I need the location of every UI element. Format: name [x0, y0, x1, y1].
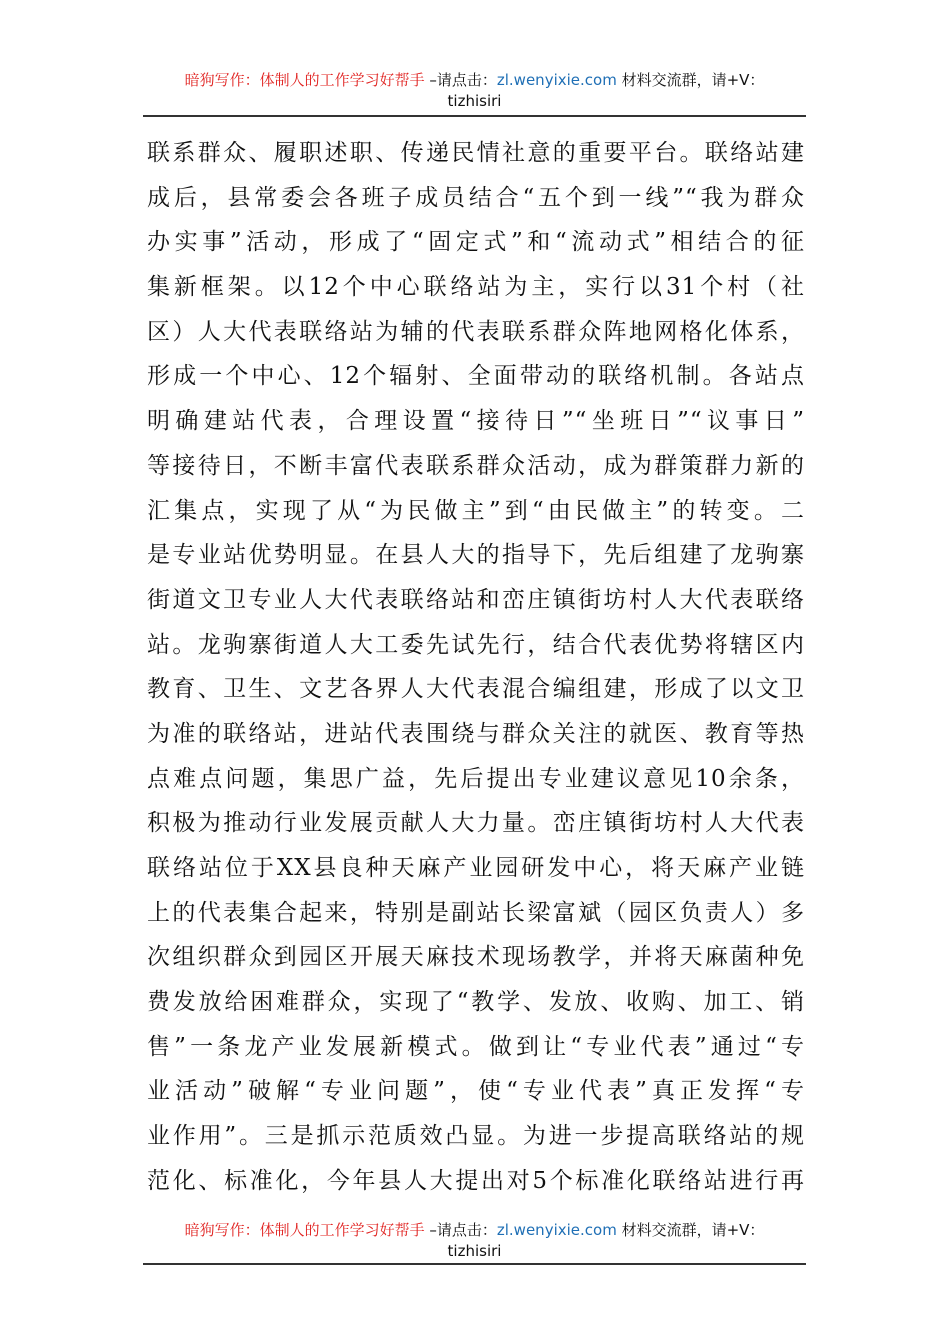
- text-line: 成后，县常委会各班子成员结合“五个到一线”“我为群众: [147, 184, 805, 211]
- text-line: 区）人大代表联络站为辅的代表联系群众阵地网格化体系，: [147, 318, 805, 345]
- header-prompt: –请点击：: [429, 71, 497, 89]
- text-line: 教育、卫生、文艺各界人大代表混合编组建，形成了以文卫: [147, 676, 805, 703]
- text-line: 次组织群众到园区开展天麻技术现场教学，并将天麻菌种免: [147, 944, 805, 971]
- text-line: 办实事”活动，形成了“固定式”和“流动式”相结合的征: [147, 229, 805, 256]
- text-line: 形成一个中心、12个辐射、全面带动的联络机制。各站点: [147, 363, 805, 390]
- footer-rule: [143, 1263, 806, 1265]
- text-line: 街道文卫专业人大代表联络站和峦庄镇街坊村人大代表联络: [147, 586, 805, 613]
- footer-line-1: [143, 1220, 806, 1241]
- text-line: 是专业站优势明显。在县人大的指导下，先后组建了龙驹寨: [147, 542, 805, 569]
- footer-tail: 材料交流群，请+V：: [621, 1221, 765, 1239]
- text-line: 集新框架。以12个中心联络站为主，实行以31个村（社: [147, 274, 805, 301]
- footer-prompt: –请点击：: [429, 1221, 497, 1239]
- text-line: 上的代表集合起来，特别是副站长梁富斌（园区负责人）多: [147, 899, 805, 926]
- footer-wechat: tizhisiri: [447, 1242, 502, 1260]
- header-wechat: tizhisiri: [447, 92, 502, 110]
- header-link[interactable]: zl.wenyixie.com: [496, 71, 617, 89]
- text-line: 费发放给困难群众，实现了“教学、发放、收购、加工、销: [147, 989, 805, 1016]
- text-line: 为准的联络站，进站代表围绕与群众关注的就医、教育等热: [147, 720, 805, 747]
- text-line: 汇集点，实现了从“为民做主”到“由民做主”的转变。二: [147, 497, 805, 524]
- page-header: [143, 70, 806, 112]
- text-line: 站。龙驹寨街道人大工委先试先行，结合代表优势将辖区内: [147, 631, 805, 658]
- header-brand: 暗狗写作：体制人的工作学习好帮手: [184, 71, 425, 89]
- text-line: 联络站位于XX县良种天麻产业园研发中心，将天麻产业链: [147, 855, 805, 881]
- text-line: 等接待日，不断丰富代表联系群众活动，成为群策群力新的: [147, 452, 805, 479]
- footer-link[interactable]: zl.wenyixie.com: [496, 1221, 617, 1239]
- header-line-1: [143, 70, 806, 91]
- text-line: 积极为推动行业发展贡献人大力量。峦庄镇街坊村人大代表: [147, 810, 805, 837]
- text-line: 明确建站代表，合理设置“接待日”“坐班日”“议事日”: [147, 408, 805, 435]
- header-rule: [143, 115, 806, 117]
- text-line: 业活动”破解“专业问题”，使“专业代表”真正发挥“专: [147, 1078, 805, 1105]
- footer-brand: 暗狗写作：体制人的工作学习好帮手: [184, 1221, 425, 1239]
- text-line: 范化、标准化，今年县人大提出对5个标准化联络站进行再: [147, 1167, 805, 1194]
- text-line: 联系群众、履职述职、传递民情社意的重要平台。联络站建: [147, 140, 805, 166]
- text-line: 点难点问题，集思广益，先后提出专业建议意见10余条，: [147, 765, 805, 792]
- page-footer: [143, 1220, 806, 1262]
- header-tail: 材料交流群，请+V：: [621, 71, 765, 89]
- document-body: [147, 131, 805, 1204]
- text-line: 售”一条龙产业发展新模式。做到让“专业代表”通过“专: [147, 1033, 805, 1060]
- text-line: 业作用”。三是抓示范质效凸显。为进一步提高联络站的规: [147, 1123, 805, 1150]
